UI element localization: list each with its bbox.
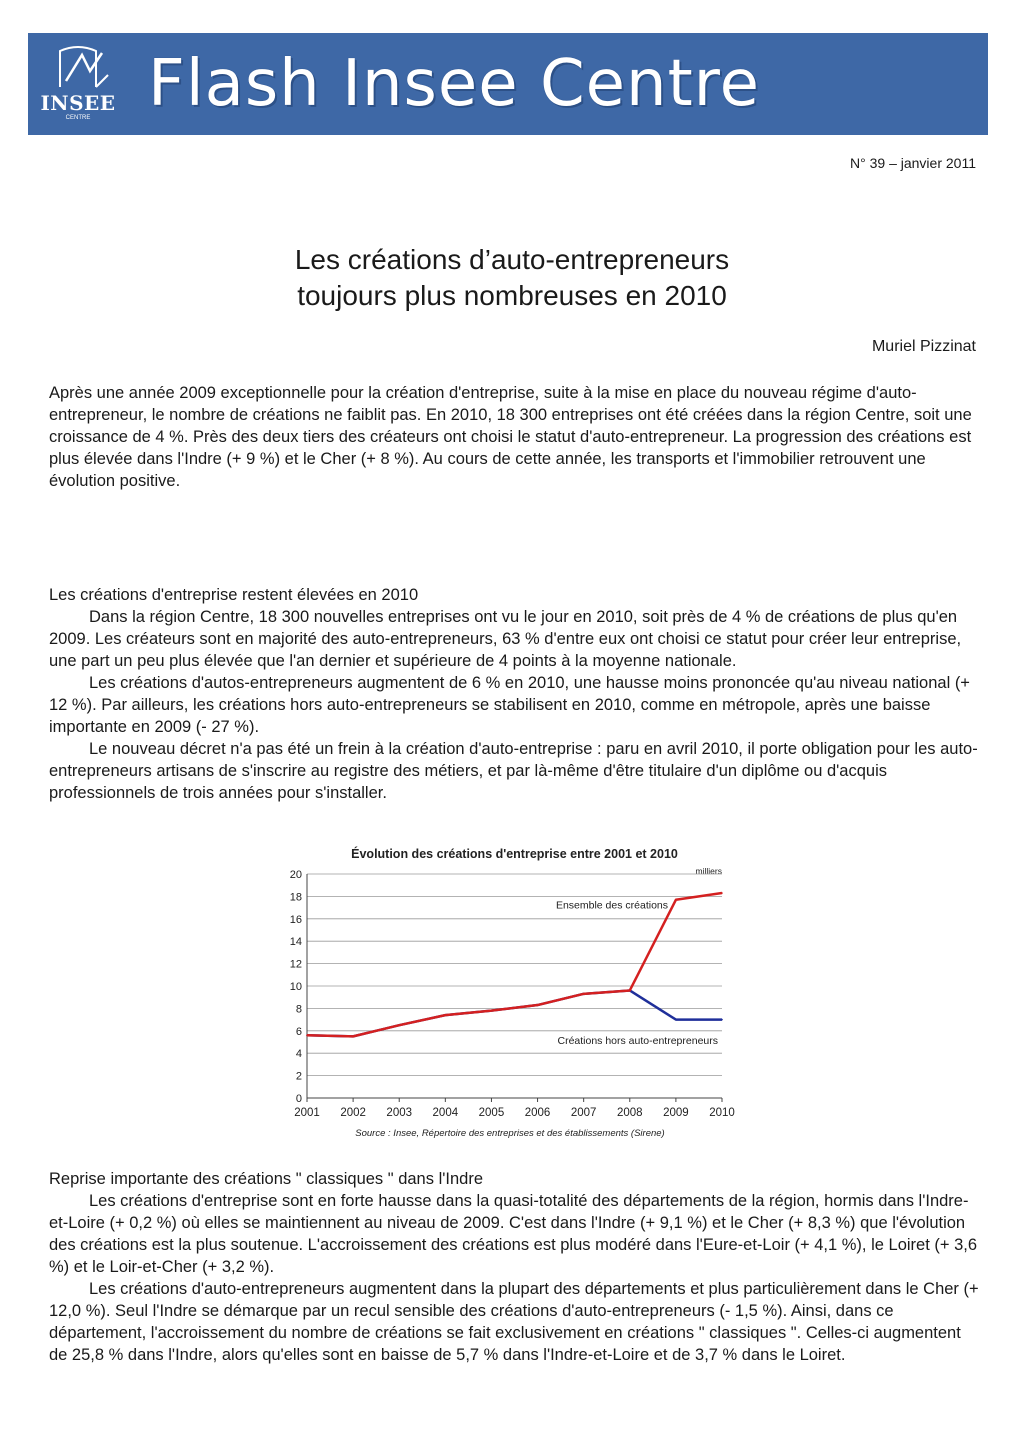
section-1-paragraph: Dans la région Centre, 18 300 nouvelles entreprises ont vu le jour en 2010, soit près de 4 % de créations de plus qu'en 2009. Les créateurs sont en majorité des auto-entrepreneurs, 63 % d'entre eux ont choisi ce statut pour créer leur entreprise, une part un peu plus élevée que l'an dernier et supérieure de 4 points à la moyenne nationale.	[49, 608, 962, 670]
issue-number: N° 39 – janvier 2011	[850, 155, 976, 171]
chart-title: Évolution des créations d'entreprise entre 2001 et 2010	[351, 847, 678, 861]
data-point	[537, 1004, 539, 1006]
x-tick-label: 2004	[432, 1107, 459, 1119]
section-1-paragraph: Les créations d'autos-entrepreneurs augmentent de 6 % en 2010, une hausse moins prononcée qu'au niveau national (+ 12 %). Par ailleurs, les créations hors auto-entrepreneurs se stabilisent en 2010, comme en métropole, après une baisse importante en 2009 (- 27 %).	[49, 674, 970, 736]
y-tick-label: 12	[289, 958, 302, 971]
header-banner	[28, 33, 988, 135]
y-tick-label: 8	[295, 1003, 302, 1016]
y-tick-label: 16	[289, 913, 302, 926]
y-tick-label: 0	[295, 1093, 302, 1105]
series-label-ensemble: Ensemble des créations	[555, 899, 668, 912]
y-tick-label: 14	[289, 936, 302, 949]
banner-title: Flash Insee Centre	[148, 47, 760, 121]
section-2	[49, 1168, 979, 1366]
y-tick-label: 4	[295, 1048, 302, 1061]
x-tick-label: 2006	[524, 1107, 551, 1119]
logo-subtext: CENTRE	[65, 115, 91, 121]
section-2-paragraph: Les créations d'entreprise sont en forte hausse dans la quasi-totalité des départements de la région, hormis dans l'Indre-et-Loire (+ 0,2 %) où elles se maintiennent au niveau de 2009. C'est dans l'Indre (+ 9,1 %) et le Cher (+ 8,3 %) que l'évolution des créations est la plus soutenue. L'accroissement des créations est plus modéré dans l'Eure-et-Loir (+ 4,1 %), le Loiret (+ 3,6 %) et le Loir-et-Cher (+ 3,2 %).	[49, 1192, 978, 1276]
section-1-heading: Les créations d'entreprise restent élevées en 2010	[49, 586, 419, 604]
data-point	[491, 1010, 493, 1012]
creations-line-chart	[280, 842, 750, 1152]
abstract: Après une année 2009 exceptionnelle pour la création d'entreprise, suite à la mise en place du nouveau régime d'auto-entrepreneur, le nombre de créations ne faiblit pas. En 2010, 18 300 entreprises ont été créées dans la région Centre, soit une croissance de 4 %. Près des deux tiers des créateurs ont choisi le statut d'auto-entrepreneur. La progression des créations est plus élevée dans l'Indre (+ 9 %) et le Cher (+ 8 %). Au cours de cette année, les transports et l'immobilier retrouvent une évolution positive.	[49, 384, 972, 490]
y-tick-label: 10	[289, 981, 302, 993]
title-line-1: Les créations d’auto-entrepreneurs	[294, 244, 730, 275]
series-line	[307, 893, 722, 1036]
x-tick-label: 2007	[570, 1107, 597, 1119]
chart-source: Source : Insee, Répertoire des entreprises et des établissements (Sirene)	[355, 1128, 665, 1139]
x-tick-label: 2002	[340, 1107, 366, 1119]
author: Muriel Pizzinat	[871, 338, 976, 355]
series-label-hors-ae: Créations hors auto-entrepreneurs	[557, 1035, 718, 1048]
data-point	[675, 1019, 677, 1021]
data-point	[445, 1014, 447, 1016]
section-1	[49, 584, 979, 804]
x-tick-label: 2003	[386, 1107, 413, 1119]
chart-unit-label: milliers	[695, 866, 722, 876]
x-tick-label: 2008	[616, 1107, 643, 1119]
y-tick-label: 2	[295, 1070, 302, 1083]
data-point	[398, 1024, 400, 1026]
x-tick-label: 2009	[663, 1107, 689, 1119]
data-point	[721, 1019, 723, 1021]
x-tick-label: 2010	[709, 1107, 735, 1119]
data-point	[583, 993, 585, 995]
section-2-heading: Reprise importante des créations " classiques " dans l'Indre	[49, 1170, 483, 1188]
section-1-paragraph: Le nouveau décret n'a pas été un frein à la création d'auto-entreprise : paru en avril 2010, il porte obligation pour les auto-entrepreneurs artisans de s'inscrire au registre des métiers, et par là-même d'être titulaire d'un diplôme ou d'acquis professionnels de trois années pour s'installer.	[49, 740, 978, 802]
y-tick-label: 20	[289, 869, 302, 881]
data-point	[629, 990, 631, 992]
data-point	[721, 892, 723, 894]
page-title	[0, 242, 1024, 314]
data-point	[675, 899, 677, 901]
x-tick-label: 2005	[478, 1107, 505, 1119]
section-2-paragraph: Les créations d'auto-entrepreneurs augmentent dans la plupart des départements et plus particulièrement dans le Cher (+ 12,0 %). Seul l'Indre se démarque par un recul sensible des créations d'auto-entrepreneurs (- 1,5 %). Ainsi, dans ce département, l'accroissement du nombre de créations se fait exclusivement en créations " classiques ". Celles-ci augmentent de 25,8 % dans l'Indre, alors qu'elles sont en baisse de 5,7 % dans l'Indre-et-Loire et de 3,7 % dans le Loiret.	[49, 1280, 979, 1364]
y-tick-label: 18	[289, 891, 302, 904]
series-line	[307, 990, 722, 1036]
title-line-2: toujours plus nombreuses en 2010	[297, 280, 727, 311]
data-point	[306, 1034, 308, 1036]
x-tick-label: 2001	[294, 1107, 320, 1119]
y-tick-label: 6	[295, 1025, 302, 1038]
logo-text: INSEE	[40, 91, 116, 115]
data-point	[352, 1036, 354, 1038]
